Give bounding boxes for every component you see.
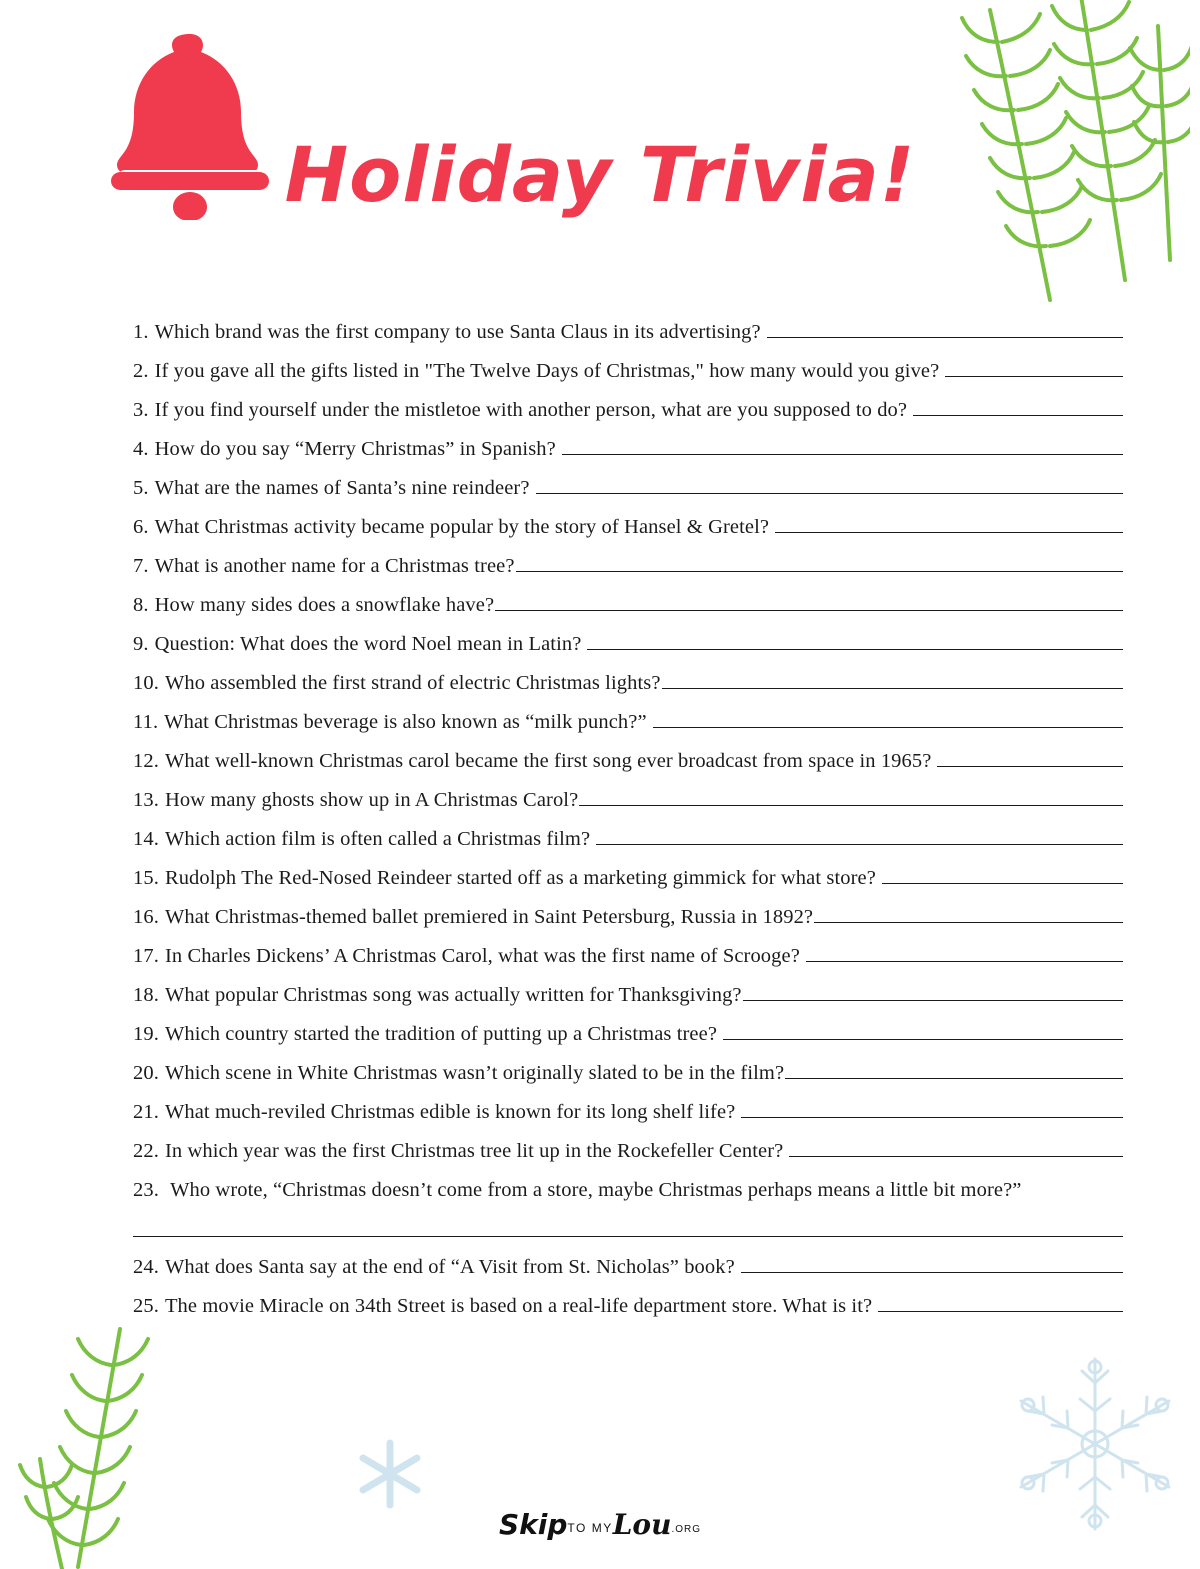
question-row (133, 1024, 1123, 1045)
question-row (133, 946, 1123, 967)
answer-line[interactable] (587, 634, 1123, 650)
logo-skip-text: Skip (498, 1508, 568, 1541)
question-row (133, 517, 1123, 538)
question-text: How many ghosts show up in A Christmas Carol? (164, 789, 579, 811)
question-text: Which country started the tradition of putting up a Christmas tree? (164, 1023, 718, 1045)
question-text: What popular Christmas song was actually written for Thanksgiving? (164, 984, 742, 1006)
question-text: Which scene in White Christmas wasn’t originally slated to be in the film? (164, 1062, 785, 1084)
answer-line[interactable] (767, 322, 1123, 338)
question-number: 18. (133, 984, 159, 1006)
question-text: Which action film is often called a Christmas film? (164, 828, 591, 850)
question-number: 15. (133, 867, 159, 889)
answer-line[interactable] (814, 907, 1123, 923)
snowflake-asterisk-icon (355, 1439, 425, 1509)
question-text: What Christmas-themed ballet premiered in Saint Petersburg, Russia in 1892? (164, 906, 814, 928)
answer-line[interactable] (806, 946, 1123, 962)
question-number: 8. (133, 594, 149, 616)
question-row (133, 868, 1123, 889)
answer-line[interactable] (775, 517, 1123, 533)
question-number: 3. (133, 399, 149, 421)
answer-line[interactable] (579, 790, 1123, 806)
answer-line[interactable] (562, 439, 1123, 455)
question-row (133, 1063, 1123, 1084)
answer-line[interactable] (789, 1141, 1123, 1157)
question-text: Who wrote, “Christmas doesn’t come from a store, maybe Christmas perhaps means a little bit more?” (170, 1179, 1022, 1201)
question-row (133, 1180, 1123, 1201)
question-row (133, 1257, 1123, 1278)
question-row (133, 478, 1123, 499)
question-number: 10. (133, 672, 159, 694)
question-row (133, 361, 1123, 382)
question-text: Which brand was the first company to use Santa Claus in its advertising? (154, 321, 761, 343)
pine-branch-icon-top-right (930, 0, 1190, 320)
question-number: 4. (133, 438, 149, 460)
question-row (133, 1141, 1123, 1162)
question-row (133, 322, 1123, 343)
question-number: 1. (133, 321, 149, 343)
question-row (133, 829, 1123, 850)
question-text: What are the names of Santa’s nine reindeer? (154, 477, 530, 499)
question-number: 11. (133, 711, 159, 733)
answer-line[interactable] (723, 1024, 1123, 1040)
question-text: What Christmas beverage is also known as “milk punch?” (164, 711, 647, 733)
page-header (0, 0, 1200, 310)
question-text: In Charles Dickens’ A Christmas Carol, what was the first name of Scrooge? (164, 945, 800, 967)
question-number: 19. (133, 1023, 159, 1045)
question-row (133, 595, 1123, 616)
question-row (133, 1296, 1123, 1317)
logo-lou-text: Lou (612, 1508, 672, 1541)
question-number: 21. (133, 1101, 159, 1123)
answer-line[interactable] (882, 868, 1123, 884)
question-number: 25. (133, 1294, 159, 1317)
question-number: 5. (133, 477, 149, 499)
question-number: 16. (133, 906, 159, 928)
answer-line[interactable] (662, 673, 1123, 689)
answer-line[interactable] (741, 1102, 1123, 1118)
question-text: What is another name for a Christmas tree? (154, 555, 515, 577)
question-row (133, 634, 1123, 655)
site-logo[interactable] (0, 1508, 1200, 1541)
answer-line[interactable] (741, 1257, 1123, 1273)
question-row (133, 790, 1123, 811)
logo-org-text: .ORG (671, 1524, 701, 1535)
logo-tomy-text: TO MY (567, 1521, 613, 1535)
answer-line[interactable] (945, 361, 1123, 377)
answer-line[interactable] (133, 1211, 1123, 1237)
question-number: 14. (133, 828, 159, 850)
question-row (133, 673, 1123, 694)
question-row (133, 1102, 1123, 1123)
question-text: What well-known Christmas carol became the first song ever broadcast from space in 1965? (164, 750, 932, 772)
question-text: The movie Miracle on 34th Street is based on a real-life department store. What is it? (164, 1294, 873, 1317)
question-text: If you find yourself under the mistletoe with another person, what are you supposed to do? (154, 399, 908, 421)
question-text: Who assembled the first strand of electric Christmas lights? (164, 672, 661, 694)
question-text: Question: What does the word Noel mean in Latin? (154, 633, 582, 655)
question-text: If you gave all the gifts listed in "The Twelve Days of Christmas," how many would you give? (154, 360, 940, 382)
answer-line[interactable] (785, 1063, 1123, 1079)
answer-line[interactable] (653, 712, 1123, 728)
questions-list (133, 322, 1123, 1335)
question-number: 20. (133, 1062, 159, 1084)
question-text: In which year was the first Christmas tree lit up in the Rockefeller Center? (164, 1140, 784, 1162)
question-text: What does Santa say at the end of “A Visit from St. Nicholas” book? (164, 1255, 735, 1278)
question-number: 23. (133, 1179, 159, 1201)
question-row (133, 712, 1123, 733)
answer-line[interactable] (536, 478, 1123, 494)
question-text: What Christmas activity became popular by the story of Hansel & Gretel? (154, 516, 770, 538)
question-text: What much-reviled Christmas edible is known for its long shelf life? (164, 1101, 736, 1123)
answer-line[interactable] (937, 751, 1123, 767)
answer-line[interactable] (743, 985, 1123, 1001)
question-number: 17. (133, 945, 159, 967)
question-number: 12. (133, 750, 159, 772)
question-row (133, 985, 1123, 1006)
question-text: Rudolph The Red-Nosed Reindeer started off as a marketing gimmick for what store? (164, 867, 876, 889)
question-number: 7. (133, 555, 149, 577)
question-row (133, 439, 1123, 460)
question-number: 22. (133, 1140, 159, 1162)
answer-line[interactable] (878, 1296, 1123, 1312)
question-text: How do you say “Merry Christmas” in Spanish? (154, 438, 556, 460)
question-number: 9. (133, 633, 149, 655)
page-title: Holiday Trivia! (284, 130, 916, 219)
answer-line[interactable] (516, 556, 1123, 572)
question-row (133, 556, 1123, 577)
question-number: 6. (133, 516, 149, 538)
answer-line[interactable] (596, 829, 1123, 845)
question-number: 13. (133, 789, 159, 811)
answer-line[interactable] (495, 595, 1123, 611)
answer-line[interactable] (913, 400, 1123, 416)
question-row (133, 751, 1123, 772)
question-row (133, 400, 1123, 421)
question-number: 24. (133, 1255, 159, 1278)
question-row (133, 907, 1123, 928)
question-number: 2. (133, 360, 149, 382)
question-text: How many sides does a snowflake have? (154, 594, 495, 616)
